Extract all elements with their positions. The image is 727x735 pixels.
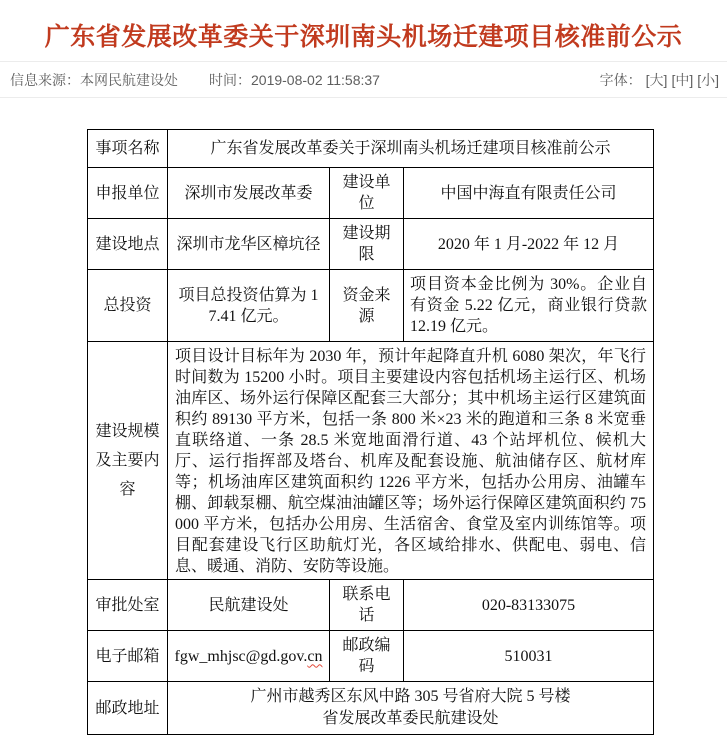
total-investment-label: 总投资 xyxy=(88,270,168,342)
applicant-label: 申报单位 xyxy=(88,168,168,219)
meta-bar xyxy=(0,61,727,98)
postal-code-label: 邮政编码 xyxy=(330,631,404,682)
total-investment-value: 项目总投资估算为 17.41 亿元。 xyxy=(168,270,330,342)
funding-source-label: 资金来源 xyxy=(330,270,404,342)
row-approval-contact xyxy=(88,580,654,631)
font-size-label: 字体： xyxy=(599,71,642,88)
row-postal-address xyxy=(88,682,654,735)
email-value xyxy=(168,631,330,682)
email-address-tld: cn xyxy=(307,647,323,665)
row-project-name xyxy=(88,130,654,168)
project-info-table xyxy=(87,129,654,735)
funding-source-value: 项目资本金比例为 30%。企业自有资金 5.22 亿元，商业银行贷款 12.19 亿元。 xyxy=(404,270,654,342)
font-size-medium-button[interactable]: [中] xyxy=(671,71,694,88)
email-address: fgw_mhjsc@gd.gov. xyxy=(174,647,308,665)
email-label: 电子邮箱 xyxy=(88,631,168,682)
construction-unit-value: 中国中海直有限责任公司 xyxy=(404,168,654,219)
project-name-value: 广东省发展改革委关于深圳南头机场迁建项目核准前公示 xyxy=(168,130,654,168)
construction-unit-label: 建设单位 xyxy=(330,168,404,219)
scale-content-value: 项目设计目标年为 2030 年，预计年起降直升机 6080 架次，年飞行时间数为 15200 小时。项目主要建设内容包括机场主运行区、机场油库区、场外运行保障区配套三大部分；其中机场主运行区建筑面积约 89130 平方米，包括一条 800 米×23 米的跑道和三条 8 米宽垂直联络道、一条 28.5 米宽地面滑行道、43 个站坪机位、候机大厅、运行指挥部及塔台、机库及配套设施、航油储存区、航材库等；机场油库区建筑面积约 1226 平方米，包括办公用房、油罐车棚、卸载泵棚、航空煤油油罐区等；场外运行保障区建筑面积约 75000 平方米，包括办公用房、生活宿舍、食堂及室内训练馆等。项目配套建设飞行区助航灯光，各区域给排水、供配电、弱电、信息、暖通、消防、安防等设施。 xyxy=(168,342,654,580)
approval-office-label: 审批处室 xyxy=(88,580,168,631)
postal-code-value: 510031 xyxy=(404,631,654,682)
row-investment-funding xyxy=(88,270,654,342)
page-title: 广东省发展改革委关于深圳南头机场迁建项目核准前公示 xyxy=(44,23,683,51)
contact-phone-label: 联系电话 xyxy=(330,580,404,631)
approval-office-value: 民航建设处 xyxy=(168,580,330,631)
font-size-large-button[interactable]: [大] xyxy=(645,71,668,88)
applicant-value: 深圳市发展改革委 xyxy=(168,168,330,219)
postal-address-label: 邮政地址 xyxy=(88,682,168,735)
contact-phone-value: 020-83133075 xyxy=(404,580,654,631)
row-site-period xyxy=(88,219,654,270)
project-name-label: 事项名称 xyxy=(88,130,168,168)
row-scale-content xyxy=(88,342,654,580)
row-applicant-builder xyxy=(88,168,654,219)
construction-site-label: 建设地点 xyxy=(88,219,168,270)
construction-period-label: 建设期限 xyxy=(330,219,404,270)
construction-period-value: 2020 年 1 月-2022 年 12 月 xyxy=(404,219,654,270)
font-size-controls xyxy=(600,70,719,90)
info-source-label: 信息来源：本网民航建设处 xyxy=(10,71,178,88)
postal-address-line1: 广州市越秀区东风中路 305 号省府大院 5 号楼 xyxy=(250,688,571,705)
font-size-small-button[interactable]: [小] xyxy=(697,71,719,88)
construction-site-value: 深圳市龙华区樟坑径 xyxy=(168,219,330,270)
row-email-postcode xyxy=(88,631,654,682)
scale-content-label xyxy=(88,342,168,580)
postal-address-line2: 省发展改革委民航建设处 xyxy=(322,710,499,727)
scale-content-label-text: 建设规模及主要内容 xyxy=(95,423,160,498)
postal-address-value xyxy=(168,682,654,735)
publish-time-label: 时间：2019-08-02 11:58:37 xyxy=(209,71,380,88)
